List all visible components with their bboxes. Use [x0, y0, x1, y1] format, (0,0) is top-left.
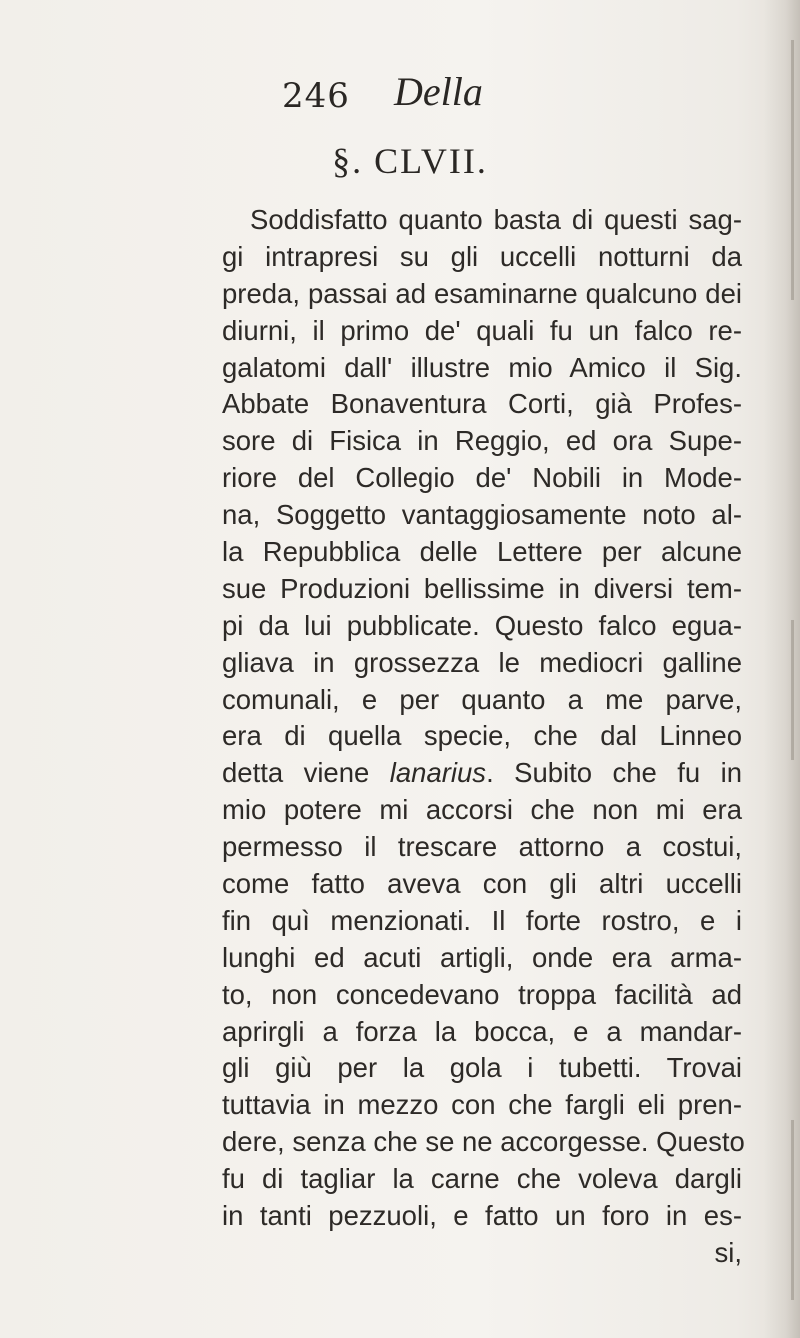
- text-line: comunali, e per quanto a me parve,: [222, 683, 742, 715]
- text-line: pi da lui pubblicate. Questo falco egua-: [222, 609, 742, 641]
- species-name-italic: lanarius: [389, 757, 487, 789]
- text-line: tuttavia in mezzo con che fargli eli pren-: [222, 1089, 742, 1121]
- text-line: sore di Fisica in Reggio, ed ora Supe-: [222, 425, 742, 457]
- page-number: 246: [282, 76, 350, 116]
- text-line: come fatto aveva con gli altri uccelli: [222, 868, 742, 900]
- text-line: la Repubblica delle Lettere per alcune: [222, 536, 742, 568]
- text-line: diurni, il primo de' quali fu un falco re-: [222, 314, 742, 346]
- page-edge-shadow: [791, 1120, 794, 1300]
- text-line: riore del Collegio de' Nobili in Mode-: [222, 462, 742, 494]
- page-edge-shadow: [791, 620, 794, 760]
- paragraph: [222, 202, 745, 1272]
- text-line: era di quella specie, che dal Linneo: [222, 720, 742, 752]
- text-line: galatomi dall' illustre mio Amico il Sig.: [222, 351, 742, 383]
- text-line: aprirgli a forza la bocca, e a mandar-: [222, 1015, 742, 1047]
- text-line: Soddisfatto quanto basta di questi sag-: [250, 204, 742, 235]
- text-line: lunghi ed acuti artigli, onde era arma-: [222, 941, 742, 973]
- text-line: sue Produzioni bellissime in diversi tem-: [222, 572, 742, 604]
- text-line: Abbate Bonaventura Corti, già Profes-: [222, 388, 742, 420]
- text-line: permesso il trescare attorno a costui,: [222, 831, 742, 863]
- text-line: gi intrapresi su gli uccelli notturni da: [222, 240, 742, 272]
- text-line: gli giù per la gola i tubetti. Trovai: [222, 1052, 742, 1084]
- text-line: gliava in grossezza le mediocri galline: [222, 646, 742, 678]
- text-line: preda, passai ad esaminarne qualcuno dei: [222, 277, 742, 309]
- running-title: Della: [394, 69, 483, 114]
- text-segment: . Subito che fu in: [486, 757, 743, 789]
- text-segment: detta viene: [222, 757, 370, 789]
- text-line: na, Soggetto vantaggiosamente noto al-: [222, 499, 742, 531]
- text-line: fin quì menzionati. Il forte rostro, e i: [222, 904, 742, 936]
- text-line-with-italic: [222, 755, 742, 792]
- section-heading: §. CLVII.: [332, 141, 488, 181]
- catchword-line: si,: [714, 1236, 742, 1268]
- text-line: mio potere mi accorsi che non mi era: [222, 794, 742, 826]
- text-line: dere, senza che se ne accorgesse. Questo: [222, 1126, 745, 1158]
- running-head: [0, 70, 800, 130]
- text-line: fu di tagliar la carne che voleva dargli: [222, 1163, 742, 1195]
- text-line: to, non concedevano troppa facilità ad: [222, 978, 742, 1010]
- page-edge-shadow: [791, 40, 794, 300]
- text-line: in tanti pezzuoli, e fatto un foro in es-: [222, 1200, 742, 1232]
